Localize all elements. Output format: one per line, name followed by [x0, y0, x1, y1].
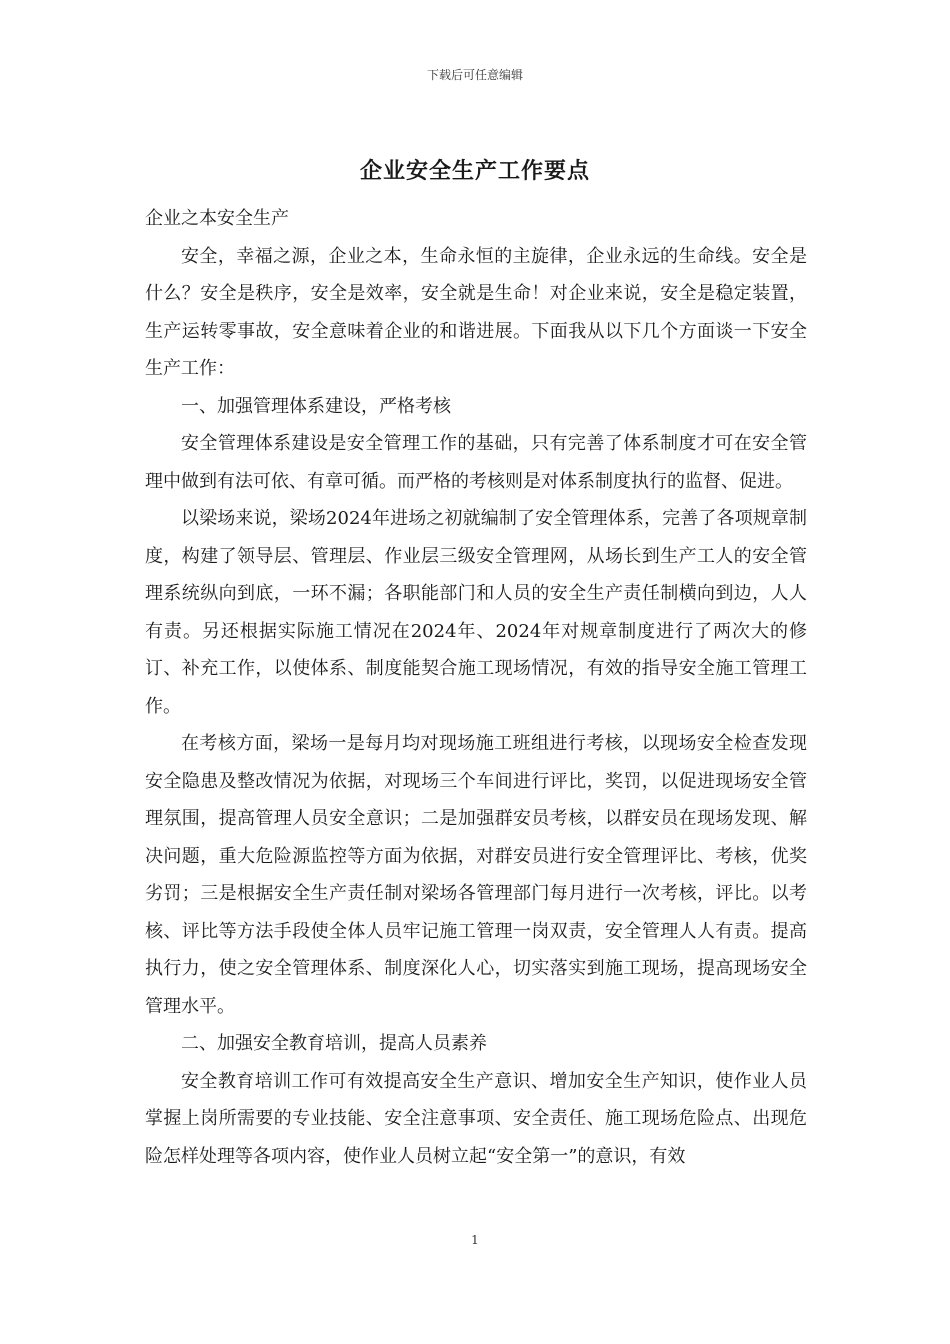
paragraph-system-building: 安全管理体系建设是安全管理工作的基础，只有完善了体系制度才可在安全管理中做到有法可依、有章可循。而严格的考核则是对体系制度执行的监督、促进。: [145, 433, 807, 492]
paragraph-beam-yard: 以梁场来说，梁场2024年进场之初就编制了安全管理体系，完善了各项规章制度，构建了领导层、管理层、作业层三级安全管理网，从场长到生产工人的安全管理系统纵向到底，一环不漏；各职能部门和人员的安全生产责任制横向到边，人人有责。另还根据实际施工情况在2024年、2024年对规章制度进行了两次大的修订、补充工作，以使体系、制度能契合施工现场情况，有效的指导安全施工管理工作。: [145, 508, 807, 717]
section-heading-1: 一、加强管理体系建设，严格考核: [181, 395, 451, 417]
document-body: [145, 200, 807, 1175]
section-heading-2: 二、加强安全教育培训，提高人员素养: [181, 1033, 487, 1054]
page-number: 1: [471, 1233, 479, 1247]
page-header-note: 下载后可任意编辑: [426, 68, 523, 82]
document-subtitle: 企业之本安全生产: [145, 208, 289, 229]
paragraph-assessment: 在考核方面，梁场一是每月均对现场施工班组进行考核，以现场安全检查发现安全隐患及整改情况为依据，对现场三个车间进行评比，奖罚，以促进现场安全管理氛围，提高管理人员安全意识；二是加强群安员考核，以群安员在现场发现、解决问题，重大危险源监控等方面为依据，对群安员进行安全管理评比、考核，优奖劣罚；三是根据安全生产责任制对梁场各管理部门每月进行一次考核，评比。以考核、评比等方法手段使全体人员牢记施工管理一岗双责，安全管理人人有责。提高执行力，使之安全管理体系、制度深化人心，切实落实到施工现场，提高现场安全管理水平。: [145, 733, 807, 1017]
paragraph-intro: 安全，幸福之源，企业之本，生命永恒的主旋律，企业永远的生命线。安全是什么？安全是秩序，安全是效率，安全就是生命！对企业来说，安全是稳定装置，生产运转零事故，安全意味着企业的和谐进展。下面我从以下几个方面谈一下安全生产工作：: [145, 245, 807, 379]
document-title: 企业安全生产工作要点: [359, 158, 590, 184]
paragraph-training: 安全教育培训工作可有效提高安全生产意识、增加安全生产知识，使作业人员掌握上岗所需要的专业技能、安全注意事项、安全责任、施工现场危险点、出现危险怎样处理等各项内容，使作业人员树立起“安全第一”的意识，有效: [145, 1070, 807, 1167]
